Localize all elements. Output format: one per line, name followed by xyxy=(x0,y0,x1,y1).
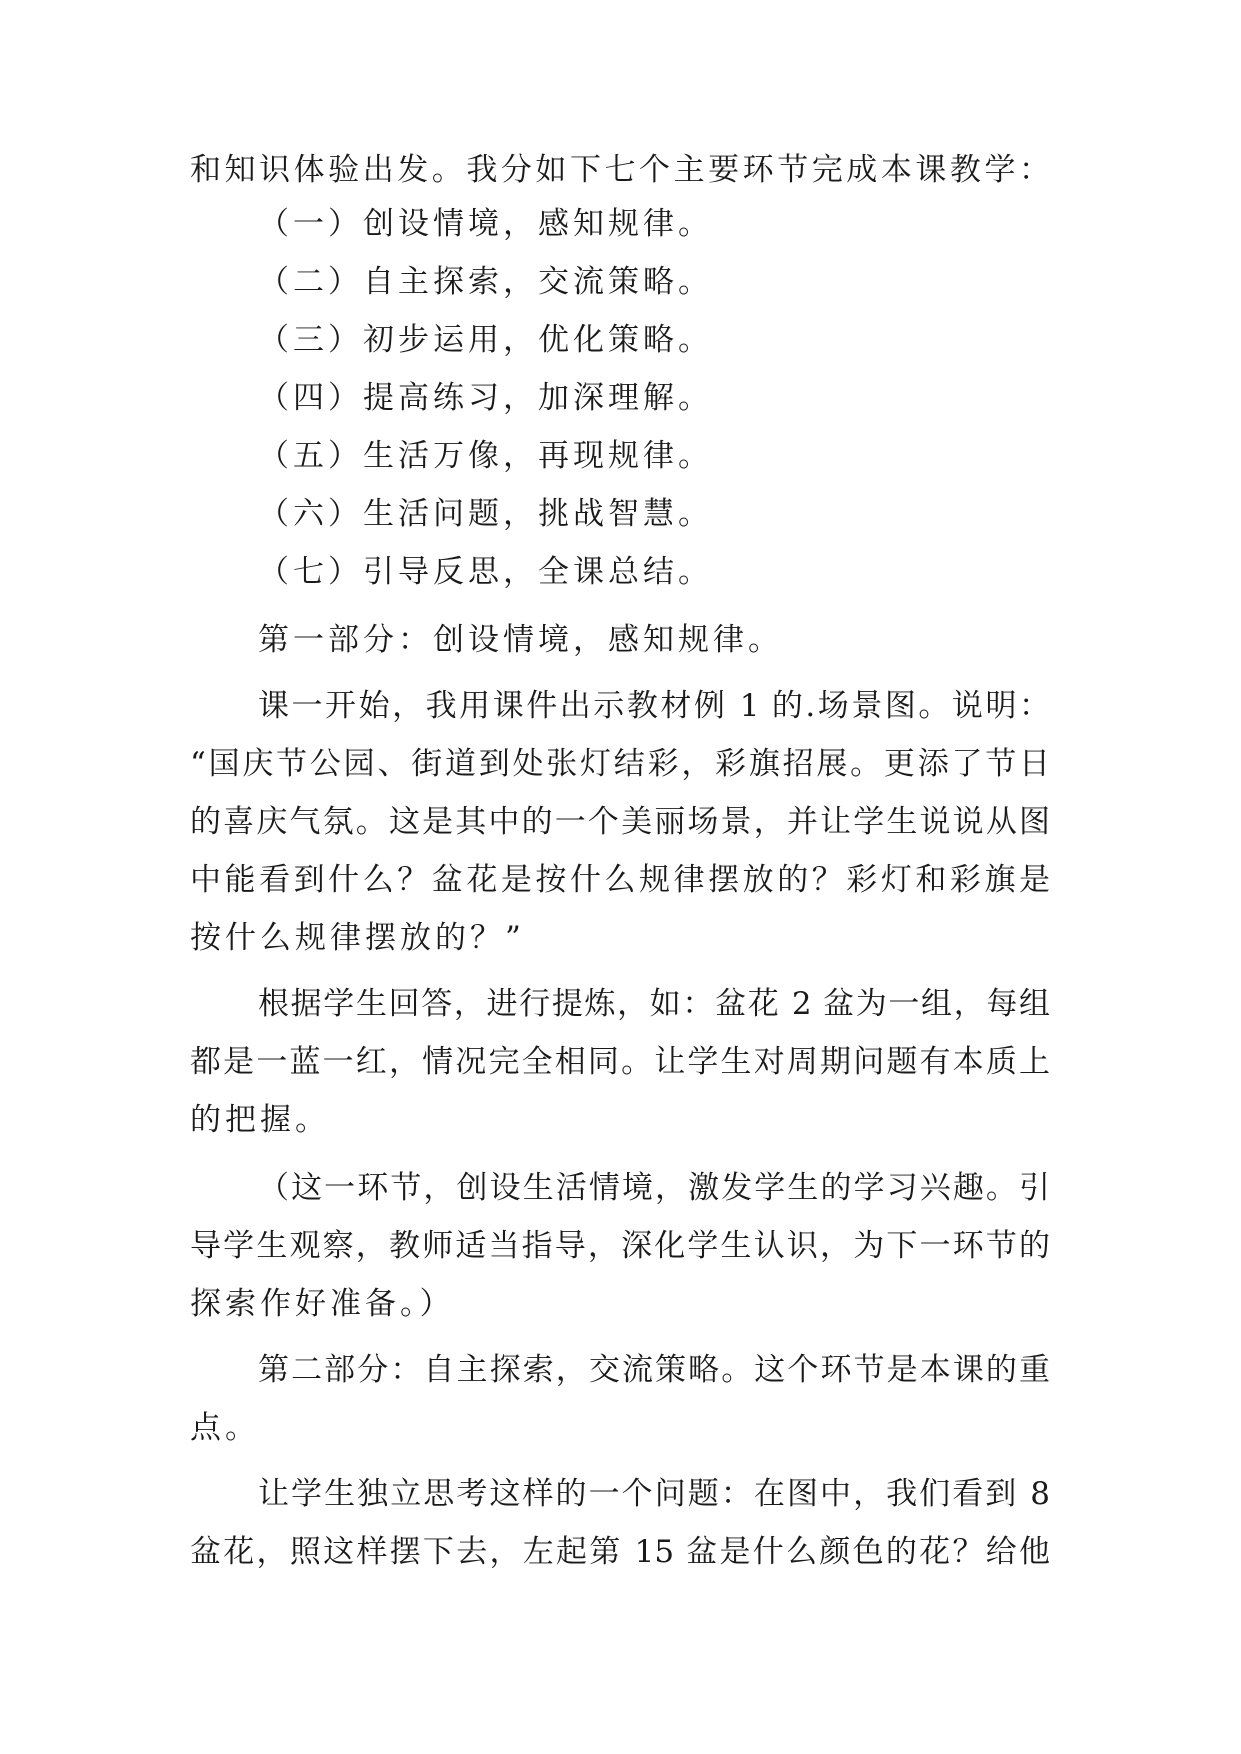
paragraph-line: 点。 xyxy=(190,1410,260,1446)
paragraph-line: 盆花，照这样摆下去，左起第 15 盆是什么颜色的花？给他 xyxy=(190,1534,1050,1570)
outline-item-4: （四）提高练习，加深理解。 xyxy=(258,380,713,416)
paragraph-line: 的把握。 xyxy=(190,1102,330,1138)
outline-item-5: （五）生活万像，再现规律。 xyxy=(258,438,713,474)
note-line: （这一环节，创设生活情境，激发学生的学习兴趣。引 xyxy=(258,1170,1050,1206)
section-heading-2: 第二部分：自主探索，交流策略。这个环节是本课的重 xyxy=(258,1352,1050,1388)
paragraph-line: 根据学生回答，进行提炼，如：盆花 2 盆为一组，每组 xyxy=(258,986,1050,1022)
outline-item-6: （六）生活问题，挑战智慧。 xyxy=(258,496,713,532)
outline-item-2: （二）自主探索，交流策略。 xyxy=(258,264,713,300)
paragraph-line: 的喜庆气氛。这是其中的一个美丽场景，并让学生说说从图 xyxy=(190,804,1050,840)
outline-item-3: （三）初步运用，优化策略。 xyxy=(258,322,713,358)
outline-item-7: （七）引导反思，全课总结。 xyxy=(258,554,713,590)
paragraph-line: 课一开始，我用课件出示教材例 1 的.场景图。说明： xyxy=(258,688,1050,724)
paragraph-line: “国庆节公园、街道到处张灯结彩，彩旗招展。更添了节日 xyxy=(190,746,1050,782)
section-heading-1: 第一部分：创设情境，感知规律。 xyxy=(258,622,783,658)
note-line: 导学生观察，教师适当指导，深化学生认识，为下一环节的 xyxy=(190,1228,1050,1264)
note-line: 探索作好准备。） xyxy=(190,1286,455,1322)
paragraph-line: 中能看到什么？盆花是按什么规律摆放的？彩灯和彩旗是 xyxy=(190,862,1050,898)
paragraph-line: 按什么规律摆放的？” xyxy=(190,920,525,956)
paragraph-line: 让学生独立思考这样的一个问题：在图中，我们看到 8 xyxy=(258,1476,1050,1512)
paragraph-line: 都是一蓝一红，情况完全相同。让学生对周期问题有本质上 xyxy=(190,1044,1050,1080)
outline-item-1: （一）创设情境，感知规律。 xyxy=(258,206,713,242)
text-line: 和知识体验出发。我分如下七个主要环节完成本课教学： xyxy=(190,152,1050,188)
